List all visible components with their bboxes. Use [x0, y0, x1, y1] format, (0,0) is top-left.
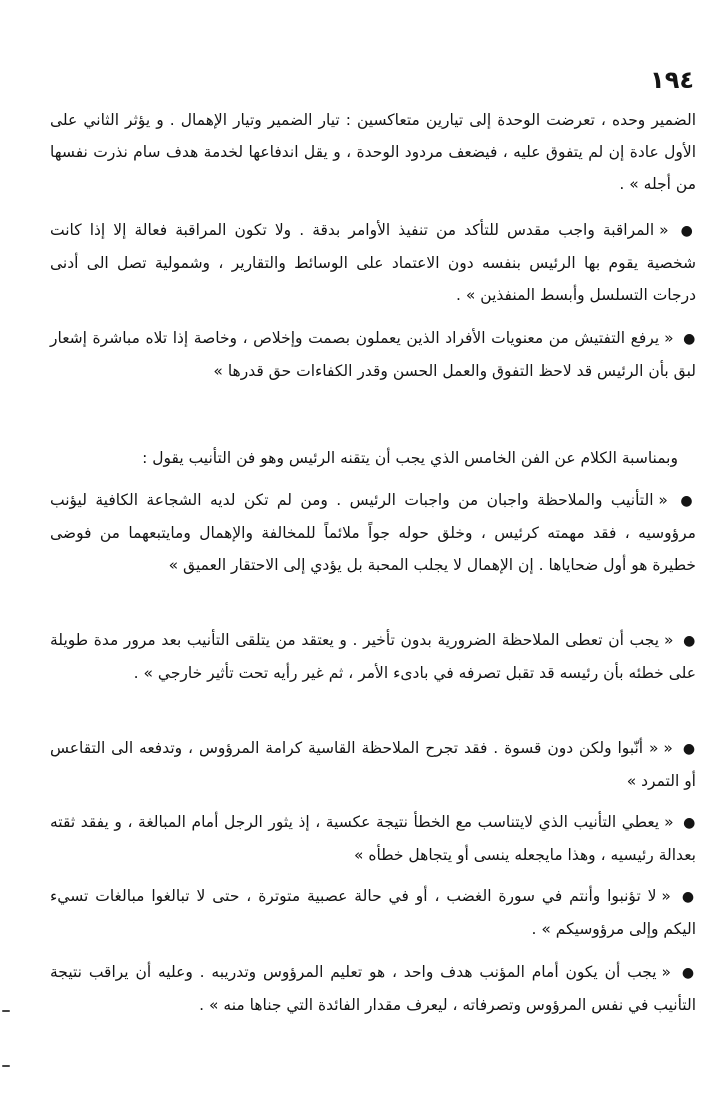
- margin-mark: [2, 1010, 10, 1012]
- margin-mark: [2, 1065, 10, 1067]
- paragraph-2: [50, 214, 696, 311]
- paragraph-2-text: « المراقبة واجب مقدس للتأكد من تنفيذ الأوامر بدقة . ولا تكون المراقبة فعالة إلا إذا كانت شخصية يقوم بها الرئيس بنفسه دون الاعتماد على الوسائط والتقارير ، وشمولية تصل الى أدنى درجات التسلسل وأبسط المنفذين » .: [50, 221, 696, 304]
- bullet-icon: ●: [681, 965, 697, 981]
- paragraph-10: [50, 956, 696, 1021]
- paragraph-5: [50, 484, 696, 581]
- page-number: ١٩٤: [650, 66, 694, 94]
- paragraph-9: [50, 880, 696, 945]
- paragraph-6-text: « يجب أن تعطى الملاحظة الضرورية بدون تأخير . و يعتقد من يتلقى التأنيب بعد مرور مدة طويلة على خطئه بأن رئيسه قد تقبل تصرفه في بادىء الأمر ، ثم غير رأيه تحت تأثير خارجي » .: [50, 631, 696, 682]
- paragraph-10-text: « يجب أن يكون أمام المؤنب هدف واحد ، هو تعليم المرؤوس وتدريبه . وعليه أن يراقب نتيجة التأنيب في نفس المرؤوس وتصرفاته ، ليعرف مقدار الفائدة التي جناها منه » .: [50, 963, 696, 1014]
- paragraph-4: [50, 442, 678, 474]
- paragraph-6: [50, 624, 696, 689]
- paragraph-7: [50, 732, 696, 797]
- paragraph-8-text: « يعطي التأنيب الذي لايتناسب مع الخطأ نتيجة عكسية ، إذ يثور الرجل أمام المبالغة ، و يفقد ثقته بعدالة رئيسيه ، وهذا مايجعله ينسى أو يتجاهل خطأه »: [50, 813, 696, 864]
- bullet-icon: ●: [682, 741, 696, 757]
- bullet-icon: ●: [683, 815, 696, 831]
- paragraph-8: [50, 806, 696, 871]
- paragraph-4-text: وبمناسبة الكلام عن الفن الخامس الذي يجب أن يتقنه الرئيس وهو فن التأنيب يقول :: [142, 449, 678, 467]
- bullet-icon: ●: [680, 223, 696, 239]
- paragraph-5-text: « التأنيب والملاحظة واجبان من واجبات الرئيس . ومن لم تكن لديه الشجاعة الكافية ليؤنب مرؤوسيه ، فقد مهمته كرئيس ، وخلق حوله جواً ملائماً للمخالفة والإهمال ومايتبعهما من فوضى خطيرة هو أول ضحاياها . إن الإهمال لا يجلب المحبة بل يؤدي إلى الاحتقار العميق »: [50, 491, 696, 574]
- paragraph-3-text: « يرفع التفتيش من معنويات الأفراد الذين يعملون بصمت وإخلاص ، وخاصة إذا تلاه مباشرة إشعار لبق بأن الرئيس قد لاحظ التفوق والعمل الحسن وقدر الكفاءات حق قدرها »: [50, 329, 696, 380]
- bullet-icon: ●: [681, 889, 696, 905]
- paragraph-3: [50, 322, 696, 387]
- bullet-icon: ●: [683, 331, 696, 347]
- paragraph-9-text: « لا تؤنبوا وأنتم في سورة الغضب ، أو في حالة عصبية متوترة ، حتى لا تبالغوا مبالغات تسيء اليكم وإلى مرؤوسيكم » .: [50, 887, 696, 938]
- bullet-icon: ●: [683, 633, 696, 649]
- paragraph-1-text: الضمير وحده ، تعرضت الوحدة إلى تيارين متعاكسين : تيار الضمير وتيار الإهمال . و يؤثر الثاني على الأول عادة إن لم يتفوق عليه ، فيضعف مردود الوحدة ، و يقل اندفاعها لخدمة هدف سام نذرت نفسها من أجله » .: [50, 111, 696, 193]
- paragraph-7-text: « « أنّبوا ولكن دون قسوة . فقد تجرح الملاحظة القاسية كرامة المرؤوس ، وتدفعه الى التقاعس أو التمرد »: [50, 739, 696, 790]
- paragraph-1: [50, 104, 696, 200]
- bullet-icon: ●: [680, 493, 696, 509]
